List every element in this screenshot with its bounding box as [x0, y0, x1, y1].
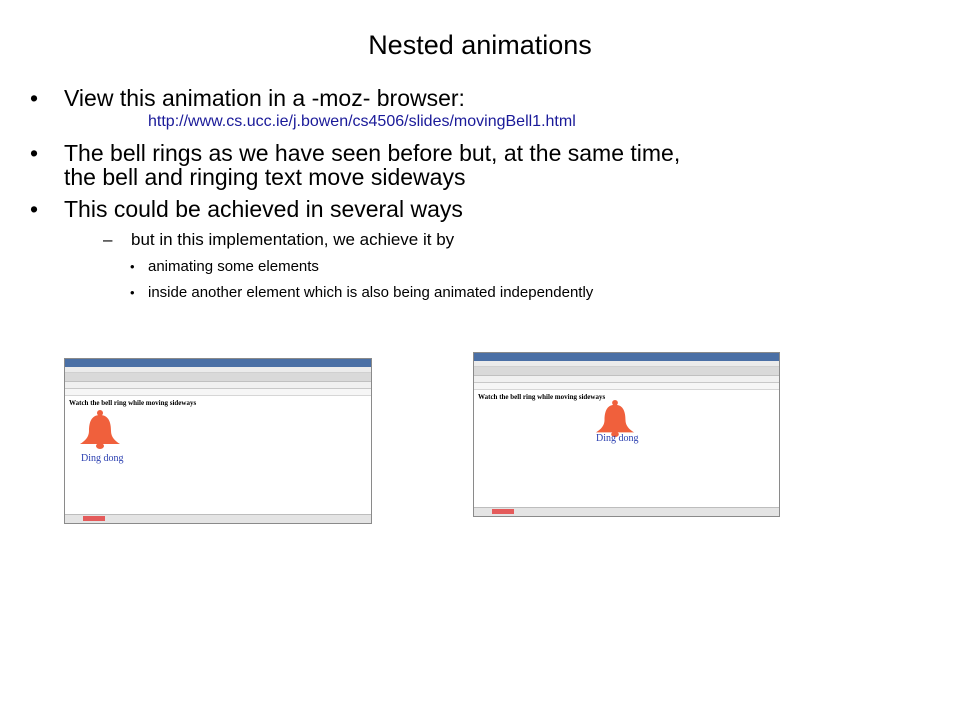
browser-statusbar — [65, 514, 371, 523]
dash-marker: – — [103, 230, 113, 249]
bullet-dot: • — [30, 196, 39, 222]
bullet-dot: • — [30, 140, 39, 166]
slide-title: Nested animations — [368, 30, 592, 60]
browser-titlebar — [474, 353, 779, 361]
ding-dong-caption: Ding dong — [596, 433, 639, 444]
browser-screenshot-1 — [64, 358, 372, 524]
browser-tabbar — [65, 373, 371, 382]
ding-dong-caption: Ding dong — [81, 453, 124, 464]
sub-bullet-text: but in this implementation, we achieve it by — [131, 230, 455, 249]
sub-sub-bullet-inside — [130, 284, 594, 301]
browser-statusbar — [474, 507, 779, 516]
bullet-dot: • — [130, 259, 135, 274]
bullet-view-animation — [30, 85, 465, 111]
bell-icon — [77, 409, 123, 451]
page-heading: Watch the bell ring while moving sideways — [478, 393, 606, 401]
browser-bookmarks-bar — [65, 389, 371, 396]
animation-link[interactable]: http://www.cs.ucc.ie/j.bowen/cs4506/slides/movingBell1.html — [148, 113, 576, 130]
browser-bookmarks-bar — [474, 383, 779, 390]
bullet-dot: • — [130, 285, 135, 300]
sub-sub-bullet-text: inside another element which is also being animated independently — [148, 284, 594, 301]
browser-screenshot-2 — [473, 352, 780, 517]
bullet-bell-rings — [30, 140, 681, 166]
browser-titlebar — [65, 359, 371, 367]
bullet-bell-rings-continued — [64, 165, 465, 189]
browser-navbar — [474, 376, 779, 383]
bullet-text: the bell and ringing text move sideways — [64, 164, 466, 190]
bullet-text: This could be achieved in several ways — [64, 196, 463, 222]
page-heading: Watch the bell ring while moving sideways — [69, 399, 197, 407]
taskbar-highlight — [83, 516, 105, 521]
sub-sub-bullet-animating — [130, 258, 319, 275]
bullet-text: View this animation in a -moz- browser: — [64, 85, 465, 111]
bullet-text: The bell rings as we have seen before but, at the same time, — [64, 140, 681, 166]
browser-tabbar — [474, 367, 779, 376]
bullet-several-ways — [30, 196, 463, 222]
bullet-dot: • — [30, 85, 39, 111]
browser-navbar — [65, 382, 371, 389]
taskbar-highlight — [492, 509, 514, 514]
sub-sub-bullet-text: animating some elements — [148, 258, 319, 275]
